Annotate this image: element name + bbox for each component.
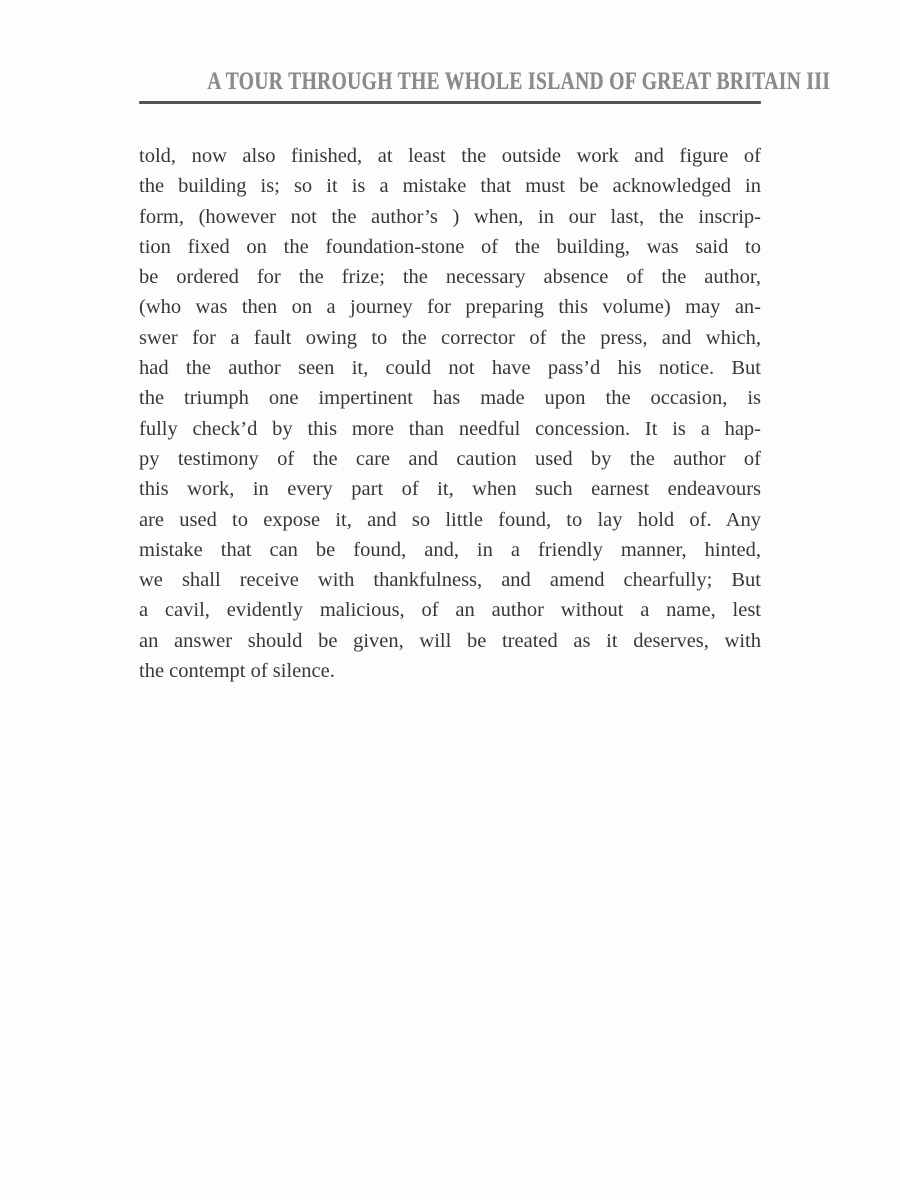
body-paragraph xyxy=(139,141,761,686)
page-header xyxy=(139,68,831,104)
header-rule xyxy=(139,101,761,104)
text-line: are used to expose it, and so little found, to lay hold of. Any xyxy=(139,508,761,531)
text-line: had the author seen it, could not have pass’d his notice. But xyxy=(139,357,761,380)
text-line: fully check’d by this more than needful concession. It is a hap- xyxy=(139,417,761,440)
text-line: we shall receive with thankfulness, and amend chearfully; But xyxy=(139,569,761,592)
text-line: form, (however not the author’s ) when, in our last, the inscrip- xyxy=(139,205,761,228)
text-line: be ordered for the frize; the necessary absence of the author, xyxy=(139,266,761,289)
text-line: swer for a fault owing to the corrector of the press, and which, xyxy=(139,326,761,349)
text-line: tion fixed on the foundation-stone of the building, was said to xyxy=(139,235,761,258)
text-line: the contempt of silence. xyxy=(139,660,335,683)
text-line: told, now also finished, at least the outside work and figure of xyxy=(139,145,761,167)
text-line: py testimony of the care and caution used by the author of xyxy=(139,447,761,470)
text-line: mistake that can be found, and, in a friendly manner, hinted, xyxy=(139,538,761,561)
running-header-title: A TOUR THROUGH THE WHOLE ISLAND OF GREAT BRITAIN III xyxy=(207,68,831,95)
text-line: an answer should be given, will be treated as it deserves, with xyxy=(139,629,761,652)
text-line: the triumph one impertinent has made upon the occasion, is xyxy=(139,387,761,410)
text-line: (who was then on a journey for preparing this volume) may an- xyxy=(139,296,761,319)
text-line: the building is; so it is a mistake that must be acknowledged in xyxy=(139,175,761,198)
text-line: this work, in every part of it, when such earnest endeavours xyxy=(139,478,761,501)
text-line: a cavil, evidently malicious, of an author without a name, lest xyxy=(139,599,761,622)
